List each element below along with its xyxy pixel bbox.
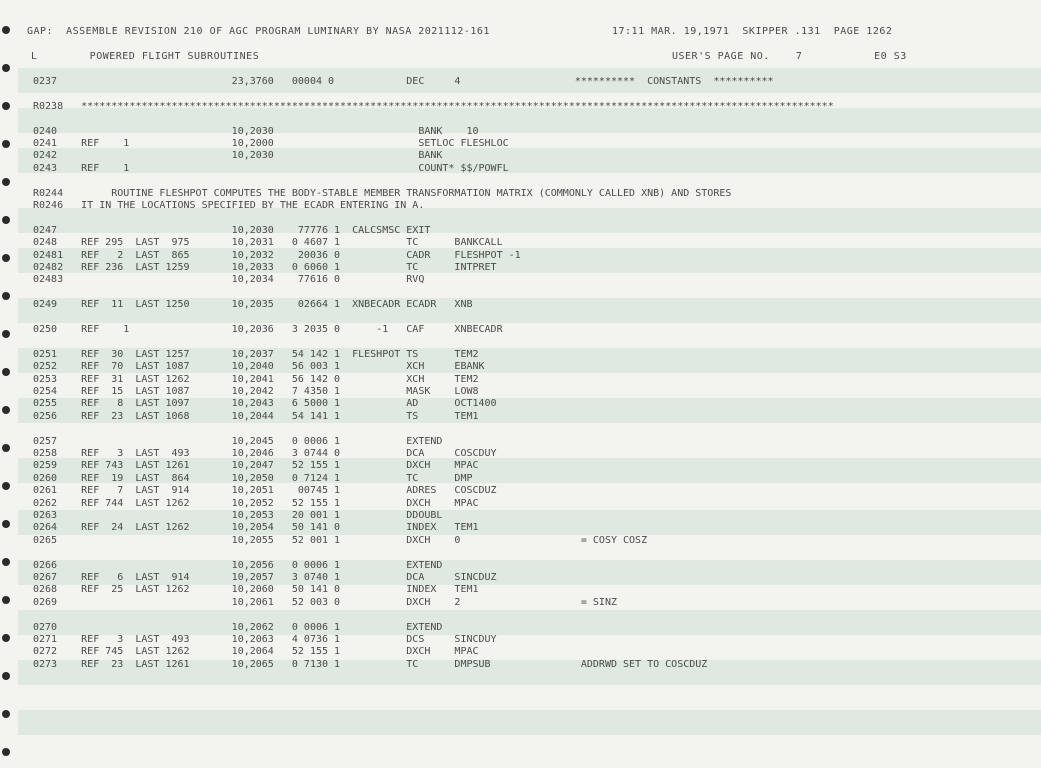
feed-hole [2, 140, 10, 148]
listing-line: 0262 REF 744 LAST 1262 10,2052 52 155 1 DXCH MPAC [33, 497, 479, 509]
feed-hole [2, 26, 10, 34]
feed-hole [2, 482, 10, 490]
feed-hole [2, 710, 10, 718]
feed-hole [2, 368, 10, 376]
listing-line: 0273 REF 23 LAST 1261 10,2065 0 7130 1 TC DMPSUB ADDRWD SET TO COSCDUZ [33, 658, 708, 670]
listing-line: 0260 REF 19 LAST 864 10,2050 0 7124 1 TC DMP [33, 472, 473, 484]
feed-hole [2, 102, 10, 110]
greenbar-band [18, 710, 1041, 735]
header-timestamp: 17:11 MAR. 19,1971 SKIPPER .131 PAGE 1262 [612, 26, 893, 37]
listing-line: 0268 REF 25 LAST 1262 10,2060 50 141 0 INDEX TEM1 [33, 584, 479, 596]
feed-hole [2, 178, 10, 186]
feed-hole [2, 64, 10, 72]
listing-line: 0265 10,2055 52 001 1 DXCH 0 = COSY COSZ [33, 534, 648, 546]
listing-line: 0242 10,2030 BANK [33, 150, 443, 162]
listing-line: 0256 REF 23 LAST 1068 10,2044 54 141 1 TS TEM1 [33, 410, 479, 422]
listing-line: 0270 10,2062 0 0006 1 EXTEND [33, 621, 443, 633]
feed-hole [2, 748, 10, 756]
listing-line: 0240 10,2030 BANK 10 [33, 125, 479, 137]
header-title: GAP: ASSEMBLE REVISION 210 OF AGC PROGRAM LUMINARY BY NASA 2021112-161 [27, 26, 490, 37]
listing-line: 0252 REF 70 LAST 1087 10,2040 56 003 1 XCH EBANK [33, 361, 485, 373]
listing-line: 0255 REF 8 LAST 1097 10,2043 6 5000 1 AD OCT1400 [33, 398, 497, 410]
listing-line: R0246 IT IN THE LOCATIONS SPECIFIED BY THE ECADR ENTERING IN A. [33, 200, 425, 211]
listing-line: 0266 10,2056 0 0006 1 EXTEND [33, 559, 443, 571]
listing-line: 0264 REF 24 LAST 1262 10,2054 50 141 0 INDEX TEM1 [33, 522, 479, 534]
listing-line: 02483 10,2034 77616 0 RVQ [33, 274, 425, 286]
feed-hole [2, 520, 10, 528]
listing-line: 0253 REF 31 LAST 1262 10,2041 56 142 0 XCH TEM2 [33, 373, 479, 385]
listing-line: R0238 ***************************************************************************************************************************** [33, 100, 834, 112]
listing-line: 0247 10,2030 77776 1 CALCSMSC EXIT [33, 224, 431, 236]
listing-line: 0237 23,3760 00004 0 DEC 4 ********** CONSTANTS ********** [33, 76, 774, 87]
feed-hole [2, 596, 10, 604]
feed-hole [2, 330, 10, 338]
listing-line: R0244 ROUTINE FLESHPOT COMPUTES THE BODY-STABLE MEMBER TRANSFORMATION MATRIX (COMMONLY CALLED XNB) AND STORES [33, 187, 732, 199]
feed-hole [2, 672, 10, 680]
listing-line: 0272 REF 745 LAST 1262 10,2064 52 155 1 DXCH MPAC [33, 646, 479, 658]
listing-line: 0269 10,2061 52 003 0 DXCH 2 = SINZ [33, 596, 617, 608]
feed-hole [2, 254, 10, 262]
feed-hole [2, 444, 10, 452]
listing-line: 0259 REF 743 LAST 1261 10,2047 52 155 1 DXCH MPAC [33, 460, 479, 472]
listing-line: 0241 REF 1 10,2000 SETLOC FLESHLOC [33, 138, 509, 149]
listing-line: 0248 REF 295 LAST 975 10,2031 0 4607 1 TC BANKCALL [33, 237, 503, 249]
listing-line: 0267 REF 6 LAST 914 10,2057 3 0740 1 DCA SINCDUZ [33, 572, 497, 583]
listing-line: 0254 REF 15 LAST 1087 10,2042 7 4350 1 MASK LOW8 [33, 386, 479, 397]
section-title: L POWERED FLIGHT SUBROUTINES [31, 51, 260, 62]
listing-line: 02482 REF 236 LAST 1259 10,2033 0 6060 1 TC INTPRET [33, 262, 497, 273]
listing-line: 0263 10,2053 20 001 1 DDOUBL [33, 510, 443, 521]
feed-hole [2, 216, 10, 224]
listing-line: 0250 REF 1 10,2036 3 2035 0 -1 CAF XNBECADR [33, 324, 503, 335]
listing-line: 0271 REF 3 LAST 493 10,2063 4 0736 1 DCS SINCDUY [33, 634, 497, 645]
listing-line: 0257 10,2045 0 0006 1 EXTEND [33, 435, 443, 447]
listing-line: 0258 REF 3 LAST 493 10,2046 3 0744 0 DCA COSCDUY [33, 448, 497, 459]
listing-line: 02481 REF 2 LAST 865 10,2032 20036 0 CADR FLESHPOT -1 [33, 249, 521, 261]
feed-hole [2, 558, 10, 566]
listing-line: 0251 REF 30 LAST 1257 10,2037 54 142 1 FLESHPOT TS TEM2 [33, 348, 479, 360]
feed-hole [2, 406, 10, 414]
listing-line: 0243 REF 1 COUNT* $$/POWFL [33, 162, 509, 174]
feed-hole [2, 292, 10, 300]
listing-line: 0261 REF 7 LAST 914 10,2051 00745 1 ADRES COSCDUZ [33, 485, 497, 497]
listing-line: 0249 REF 11 LAST 1250 10,2035 02664 1 XNBECADR ECADR XNB [33, 299, 473, 311]
feed-hole [2, 634, 10, 642]
user-page-number: USER'S PAGE NO. 7 E0 S3 [672, 51, 907, 62]
